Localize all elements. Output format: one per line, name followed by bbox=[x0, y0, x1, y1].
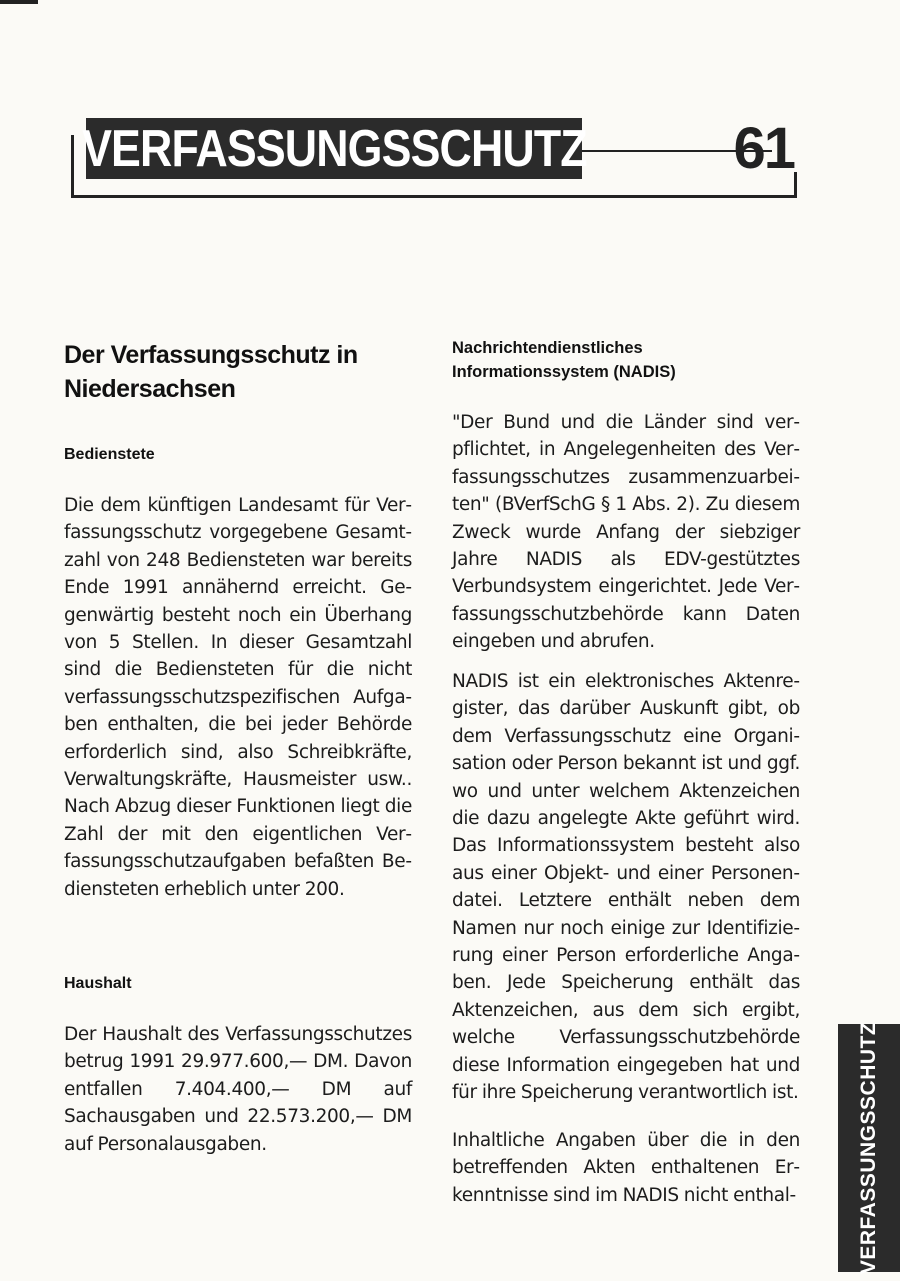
nadis-paragraph-2: NADIS ist ein elektronisches Aktenregister, das darüber Auskunft gibt, ob dem Verfassungsschutz eine Organisation oder Person bekannt ist und ggf. wo und unter welchem Aktenzeichen die dazu angelegte Akte geführt wird. Das Informationssystem besteht also aus einer Objekt- und einer Personendatei. Letztere enthält neben dem Namen nur noch einige zur Identifizierung einer Person erforderliche Angaben. Jede Speicherung enthält das Aktenzeichen, aus dem sich ergibt, welche Verfassungsschutzbehörde diese Information eingegeben hat und für ihre Speicherung verantwortlich ist. bbox=[452, 671, 800, 1104]
section-text-bedienstete: Die dem künftigen Landesamt für Verfassungsschutz vorgegebene Gesamtzahl von 248 Bediensteten war bereits Ende 1991 annähernd erreicht. Gegenwärtig besteht noch ein Überhang von 5 Stellen. In dieser Gesamtzahl sind die Bediensteten für die nicht verfassungsschutzspezifischen Aufgaben enthalten, die bei jeder Behörde erforderlich sind, also Schreibkräfte, Verwaltungskräfte, Hausmeister usw.. Nach Abzug dieser Funktionen liegt die Zahl der mit den eigentlichen Verfassungsschutzaufgaben befaßten Bediensteten erheblich unter 200. bbox=[64, 495, 412, 900]
side-tab-label: VERFASSUNGSSCHUTZ bbox=[857, 1021, 881, 1275]
chapter-title: VERFASSUNGSSCHUTZ bbox=[81, 119, 587, 178]
chapter-title-box bbox=[81, 118, 587, 179]
header-rule-left bbox=[71, 135, 74, 198]
section-text-haushalt: Der Haushalt des Verfassungsschutzes betrug 1991 29.977.600,— DM. Davon entfallen 7.404.400,— DM auf Sachausgaben und 22.573.200,— DM auf Personalausgaben. bbox=[64, 1024, 412, 1155]
page-number: 61 bbox=[733, 116, 794, 181]
section-heading-haushalt: Haushalt bbox=[64, 975, 132, 992]
header-bottom-rule bbox=[71, 195, 797, 198]
main-heading: Der Verfassungsschutz in Niedersachsen bbox=[64, 341, 358, 403]
nadis-heading: Nachrichtendienstliches Informationssystem (NADIS) bbox=[452, 339, 676, 381]
nadis-paragraph-3: Inhaltliche Angaben über die in den betreffenden Akten enthaltenen Erkenntnisse sind im NADIS nicht enthal- bbox=[452, 1130, 800, 1206]
side-thumb-tab bbox=[838, 1021, 900, 1275]
nadis-paragraph-1: "Der Bund und die Länder sind verpflichtet, in Angelegenheiten des Verfassungsschutzes zusammenzuarbeiten" (BVerfSchG § 1 Abs. 2). Zu diesem Zweck wurde Anfang der siebziger Jahre NADIS als EDV-gestütztes Verbundsystem eingerichtet. Jede Verfassungsschutzbehörde kann Daten eingeben und abrufen. bbox=[452, 412, 800, 653]
section-heading-bedienstete: Bedienstete bbox=[64, 446, 155, 463]
corner-crop-mark bbox=[0, 0, 38, 4]
